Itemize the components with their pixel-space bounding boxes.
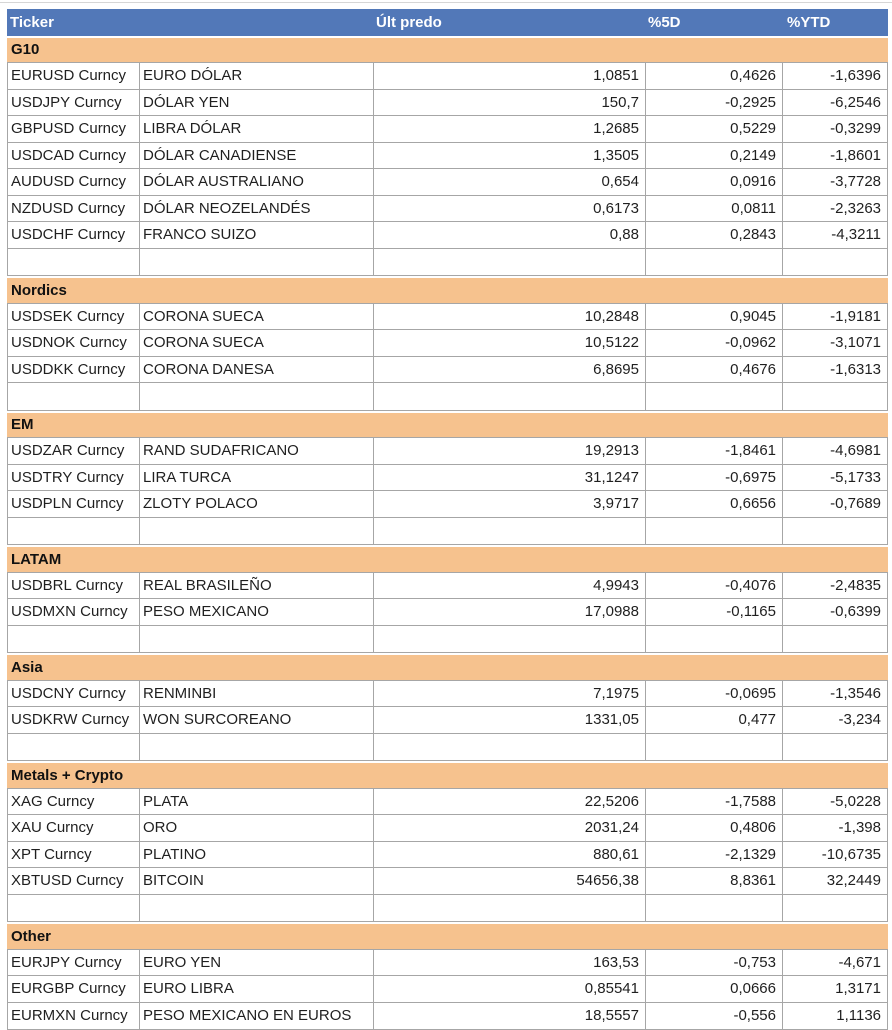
table-row (8, 169, 887, 196)
ticker-cell[interactable]: USDKRW Curncy (8, 707, 140, 733)
empty-cell[interactable] (783, 895, 887, 922)
table-row (8, 976, 887, 1003)
name-cell[interactable]: EURO DÓLAR (140, 63, 374, 89)
pctytd-cell[interactable]: -1,398 (783, 815, 887, 841)
name-cell[interactable]: REAL BRASILEÑO (140, 573, 374, 599)
table-body (7, 36, 888, 1030)
table-row (8, 707, 887, 734)
name-cell[interactable]: DÓLAR YEN (140, 90, 374, 116)
price-cell[interactable]: 18,5557 (374, 1003, 646, 1030)
section-label: G10 (11, 41, 39, 58)
price-cell[interactable]: 163,53 (374, 950, 646, 976)
pctytd-cell[interactable]: -2,4835 (783, 573, 887, 599)
pct5d-cell[interactable]: 0,9045 (646, 304, 783, 330)
price-cell[interactable]: 1,3505 (374, 143, 646, 169)
name-cell[interactable]: LIBRA DÓLAR (140, 116, 374, 142)
pctytd-cell[interactable]: 32,2449 (783, 868, 887, 894)
empty-cell[interactable] (8, 734, 140, 761)
ticker-cell[interactable]: USDBRL Curncy (8, 573, 140, 599)
empty-cell[interactable] (140, 383, 374, 410)
section-label: Nordics (11, 282, 67, 299)
name-cell[interactable]: CORONA DANESA (140, 357, 374, 383)
section-block-latam (7, 572, 888, 654)
table-row (8, 950, 887, 977)
ticker-cell[interactable]: XPT Curncy (8, 842, 140, 868)
pct5d-cell[interactable]: 0,0811 (646, 196, 783, 222)
spacer-row (8, 383, 887, 410)
pctytd-cell[interactable]: 1,1136 (783, 1003, 887, 1030)
table-row (8, 789, 887, 816)
table-row (8, 868, 887, 895)
price-cell[interactable]: 0,88 (374, 222, 646, 248)
pctytd-cell[interactable]: -10,6735 (783, 842, 887, 868)
name-cell[interactable]: FRANCO SUIZO (140, 222, 374, 248)
price-cell[interactable]: 19,2913 (374, 438, 646, 464)
empty-cell[interactable] (783, 249, 887, 276)
price-cell[interactable]: 17,0988 (374, 599, 646, 625)
price-cell[interactable]: 0,85541 (374, 976, 646, 1002)
price-cell[interactable]: 1331,05 (374, 707, 646, 733)
empty-cell[interactable] (374, 626, 646, 653)
pct5d-cell[interactable]: 8,8361 (646, 868, 783, 894)
pct5d-cell[interactable]: -0,1165 (646, 599, 783, 625)
pct5d-cell[interactable]: 0,4676 (646, 357, 783, 383)
pct5d-cell[interactable]: 0,4626 (646, 63, 783, 89)
table-row (8, 599, 887, 626)
empty-cell[interactable] (8, 383, 140, 410)
table-row (8, 196, 887, 223)
pctytd-cell[interactable]: -3,1071 (783, 330, 887, 356)
pct5d-cell[interactable]: 0,0916 (646, 169, 783, 195)
pct5d-cell[interactable]: 0,477 (646, 707, 783, 733)
name-cell[interactable]: DÓLAR NEOZELANDÉS (140, 196, 374, 222)
empty-cell[interactable] (8, 518, 140, 545)
pctytd-cell[interactable]: -1,6313 (783, 357, 887, 383)
name-cell[interactable]: PESO MEXICANO (140, 599, 374, 625)
section-block-asia (7, 680, 888, 762)
spacer-row (8, 626, 887, 653)
table-row (8, 222, 887, 249)
table-row (8, 465, 887, 492)
name-cell[interactable]: PLATINO (140, 842, 374, 868)
pct5d-cell[interactable]: 0,6656 (646, 491, 783, 517)
empty-cell[interactable] (646, 249, 783, 276)
pctytd-cell[interactable]: -2,3263 (783, 196, 887, 222)
pct5d-cell[interactable]: -0,0962 (646, 330, 783, 356)
price-cell[interactable]: 54656,38 (374, 868, 646, 894)
table-row (8, 90, 887, 117)
spacer-row (8, 895, 887, 922)
empty-cell[interactable] (374, 895, 646, 922)
pct5d-cell[interactable]: -0,2925 (646, 90, 783, 116)
fx-monitor-table (7, 9, 888, 1030)
empty-cell[interactable] (646, 626, 783, 653)
section-header-g10[interactable] (7, 36, 888, 63)
table-row (8, 681, 887, 708)
section-label: EM (11, 416, 34, 433)
pctytd-cell[interactable]: -6,2546 (783, 90, 887, 116)
empty-cell[interactable] (374, 383, 646, 410)
section-header-asia[interactable] (7, 653, 888, 680)
pctytd-cell[interactable]: -4,3211 (783, 222, 887, 248)
name-cell[interactable]: EURO YEN (140, 950, 374, 976)
name-cell[interactable]: RENMINBI (140, 681, 374, 707)
section-header-metals-crypto[interactable] (7, 761, 888, 788)
ticker-cell[interactable]: EURGBP Curncy (8, 976, 140, 1002)
price-cell[interactable]: 0,654 (374, 169, 646, 195)
name-cell[interactable]: ZLOTY POLACO (140, 491, 374, 517)
price-cell[interactable]: 6,8695 (374, 357, 646, 383)
section-block-g10 (7, 62, 888, 276)
section-header-other[interactable] (7, 922, 888, 949)
table-row (8, 815, 887, 842)
price-cell[interactable]: 10,2848 (374, 304, 646, 330)
table-row (8, 1003, 887, 1030)
ticker-cell[interactable]: XAG Curncy (8, 789, 140, 815)
price-cell[interactable]: 22,5206 (374, 789, 646, 815)
name-cell[interactable]: ORO (140, 815, 374, 841)
empty-cell[interactable] (8, 249, 140, 276)
pctytd-cell[interactable]: -0,6399 (783, 599, 887, 625)
name-cell[interactable]: LIRA TURCA (140, 465, 374, 491)
spacer-row (8, 734, 887, 761)
header-name-spacer (139, 9, 373, 36)
table-header (7, 9, 888, 36)
empty-cell[interactable] (374, 734, 646, 761)
spacer-row (8, 518, 887, 545)
price-cell[interactable]: 4,9943 (374, 573, 646, 599)
price-cell[interactable]: 3,9717 (374, 491, 646, 517)
price-cell[interactable]: 0,6173 (374, 196, 646, 222)
ticker-cell[interactable]: AUDUSD Curncy (8, 169, 140, 195)
empty-cell[interactable] (646, 734, 783, 761)
ticker-cell[interactable]: USDZAR Curncy (8, 438, 140, 464)
empty-cell[interactable] (783, 626, 887, 653)
pctytd-cell[interactable]: -4,6981 (783, 438, 887, 464)
empty-cell[interactable] (8, 626, 140, 653)
pct5d-cell[interactable]: -0,4076 (646, 573, 783, 599)
pctytd-cell[interactable]: -1,8601 (783, 143, 887, 169)
section-label: Other (11, 928, 51, 945)
name-cell[interactable]: EURO LIBRA (140, 976, 374, 1002)
header-pct-5d[interactable]: %5D (645, 9, 782, 36)
pctytd-cell[interactable]: 1,3171 (783, 976, 887, 1002)
pctytd-cell[interactable]: -3,234 (783, 707, 887, 733)
pctytd-cell[interactable]: -0,7689 (783, 491, 887, 517)
price-cell[interactable]: 880,61 (374, 842, 646, 868)
ticker-cell[interactable]: EURJPY Curncy (8, 950, 140, 976)
ticker-cell[interactable]: USDJPY Curncy (8, 90, 140, 116)
pct5d-cell[interactable]: 0,5229 (646, 116, 783, 142)
empty-cell[interactable] (646, 383, 783, 410)
pctytd-cell[interactable]: -5,1733 (783, 465, 887, 491)
pct5d-cell[interactable]: -0,556 (646, 1003, 783, 1030)
name-cell[interactable]: BITCOIN (140, 868, 374, 894)
ticker-cell[interactable]: EURUSD Curncy (8, 63, 140, 89)
table-row (8, 304, 887, 331)
ticker-cell[interactable]: XBTUSD Curncy (8, 868, 140, 894)
pct5d-cell[interactable]: -0,0695 (646, 681, 783, 707)
pctytd-cell[interactable]: -0,3299 (783, 116, 887, 142)
pct5d-cell[interactable]: -2,1329 (646, 842, 783, 868)
table-row (8, 842, 887, 869)
section-block-other (7, 949, 888, 1030)
section-header-latam[interactable] (7, 545, 888, 572)
price-cell[interactable]: 1,0851 (374, 63, 646, 89)
pctytd-cell[interactable]: -1,9181 (783, 304, 887, 330)
price-cell[interactable]: 150,7 (374, 90, 646, 116)
pct5d-cell[interactable]: -1,8461 (646, 438, 783, 464)
ticker-cell[interactable]: USDPLN Curncy (8, 491, 140, 517)
pct5d-cell[interactable]: 0,0666 (646, 976, 783, 1002)
table-row (8, 330, 887, 357)
pctytd-cell[interactable]: -5,0228 (783, 789, 887, 815)
ticker-cell[interactable]: USDTRY Curncy (8, 465, 140, 491)
pct5d-cell[interactable]: -0,753 (646, 950, 783, 976)
header-last-price[interactable]: Últ predo (373, 9, 645, 36)
empty-cell[interactable] (783, 383, 887, 410)
table-row (8, 491, 887, 518)
empty-cell[interactable] (783, 518, 887, 545)
pct5d-cell[interactable]: -0,6975 (646, 465, 783, 491)
pct5d-cell[interactable]: 0,4806 (646, 815, 783, 841)
pctytd-cell[interactable]: -1,3546 (783, 681, 887, 707)
ticker-cell[interactable]: USDCNY Curncy (8, 681, 140, 707)
section-block-em (7, 437, 888, 545)
price-cell[interactable]: 31,1247 (374, 465, 646, 491)
pctytd-cell[interactable]: -4,671 (783, 950, 887, 976)
ticker-cell[interactable]: USDCHF Curncy (8, 222, 140, 248)
ticker-cell[interactable]: NZDUSD Curncy (8, 196, 140, 222)
ticker-cell[interactable]: XAU Curncy (8, 815, 140, 841)
empty-cell[interactable] (140, 734, 374, 761)
pctytd-cell[interactable]: -3,7728 (783, 169, 887, 195)
empty-cell[interactable] (646, 895, 783, 922)
section-header-em[interactable] (7, 411, 888, 438)
section-label: Asia (11, 659, 43, 676)
section-label: Metals + Crypto (11, 767, 123, 784)
name-cell[interactable]: PLATA (140, 789, 374, 815)
table-row (8, 116, 887, 143)
empty-cell[interactable] (140, 249, 374, 276)
pct5d-cell[interactable]: -1,7588 (646, 789, 783, 815)
table-row (8, 143, 887, 170)
table-row (8, 63, 887, 90)
ticker-cell[interactable]: GBPUSD Curncy (8, 116, 140, 142)
empty-cell[interactable] (140, 626, 374, 653)
pct5d-cell[interactable]: 0,2843 (646, 222, 783, 248)
header-ticker[interactable]: Ticker (7, 9, 139, 36)
ticker-cell[interactable]: USDNOK Curncy (8, 330, 140, 356)
empty-cell[interactable] (140, 895, 374, 922)
empty-cell[interactable] (374, 249, 646, 276)
header-pct-ytd[interactable]: %YTD (782, 9, 888, 36)
empty-cell[interactable] (374, 518, 646, 545)
name-cell[interactable]: DÓLAR CANADIENSE (140, 143, 374, 169)
empty-cell[interactable] (140, 518, 374, 545)
pct5d-cell[interactable]: 0,2149 (646, 143, 783, 169)
name-cell[interactable]: RAND SUDAFRICANO (140, 438, 374, 464)
pctytd-cell[interactable]: -1,6396 (783, 63, 887, 89)
ticker-cell[interactable]: EURMXN Curncy (8, 1003, 140, 1030)
name-cell[interactable]: CORONA SUECA (140, 330, 374, 356)
name-cell[interactable]: CORONA SUECA (140, 304, 374, 330)
section-block-nordics (7, 303, 888, 411)
ticker-cell[interactable]: USDCAD Curncy (8, 143, 140, 169)
price-cell[interactable]: 7,1975 (374, 681, 646, 707)
name-cell[interactable]: DÓLAR AUSTRALIANO (140, 169, 374, 195)
spacer-row (8, 249, 887, 276)
empty-cell[interactable] (646, 518, 783, 545)
name-cell[interactable]: PESO MEXICANO EN EUROS (140, 1003, 374, 1030)
name-cell[interactable]: WON SURCOREANO (140, 707, 374, 733)
empty-cell[interactable] (8, 895, 140, 922)
ticker-cell[interactable]: USDSEK Curncy (8, 304, 140, 330)
price-cell[interactable]: 10,5122 (374, 330, 646, 356)
table-row (8, 438, 887, 465)
ticker-cell[interactable]: USDMXN Curncy (8, 599, 140, 625)
empty-cell[interactable] (783, 734, 887, 761)
table-row (8, 357, 887, 384)
sheet-top-gridline (0, 2, 892, 3)
table-row (8, 573, 887, 600)
ticker-cell[interactable]: USDDKK Curncy (8, 357, 140, 383)
section-block-metals-crypto (7, 788, 888, 923)
price-cell[interactable]: 2031,24 (374, 815, 646, 841)
section-label: LATAM (11, 551, 61, 568)
section-header-nordics[interactable] (7, 276, 888, 303)
price-cell[interactable]: 1,2685 (374, 116, 646, 142)
